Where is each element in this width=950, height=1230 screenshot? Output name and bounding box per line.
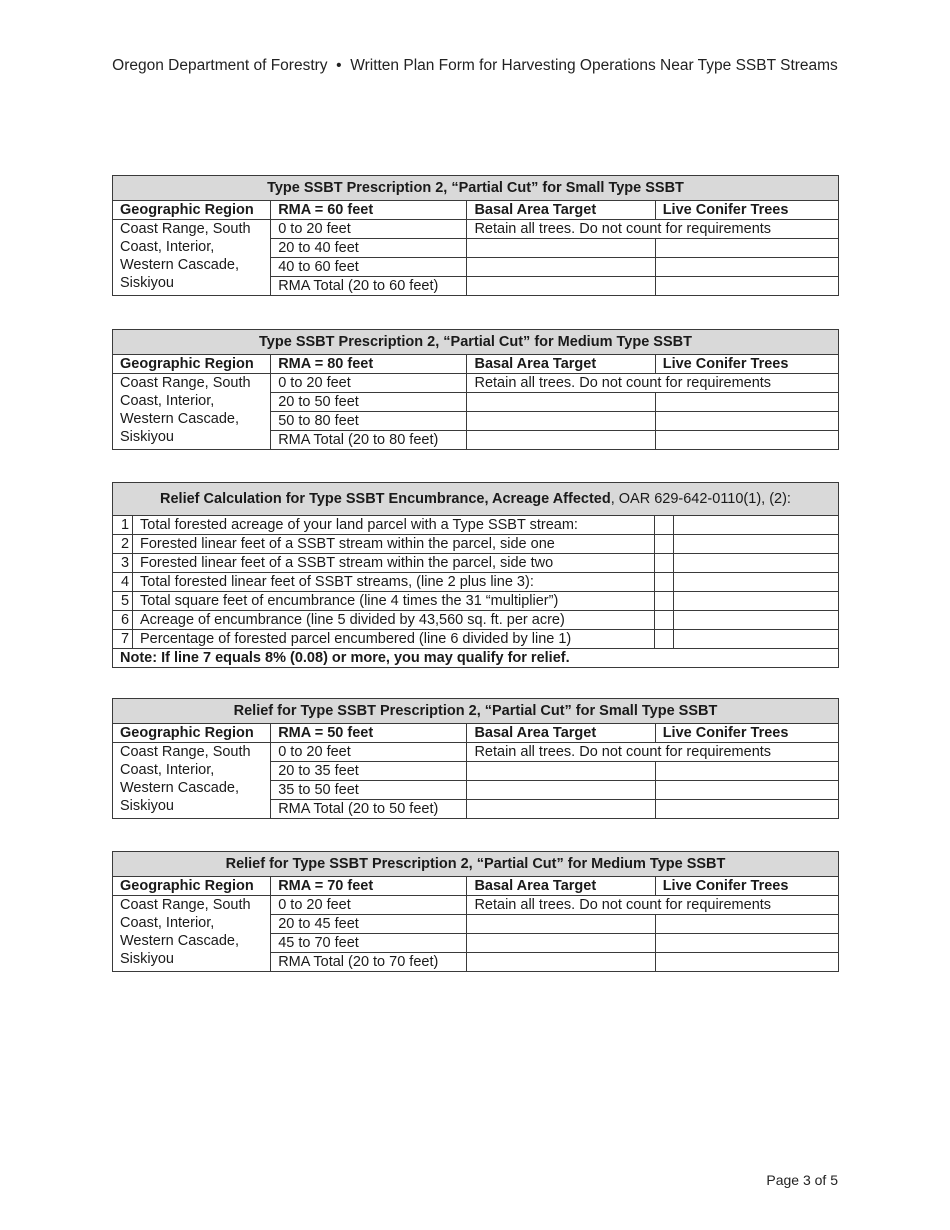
basal-area-input[interactable] bbox=[467, 239, 655, 258]
header-live-conifer-trees: Live Conifer Trees bbox=[655, 201, 838, 220]
line-description: Total square feet of encumbrance (line 4 times the 31 “multiplier”) bbox=[133, 592, 655, 611]
retain-note: Retain all trees. Do not count for requirements bbox=[467, 374, 839, 393]
page-header bbox=[0, 57, 950, 75]
retain-note: Retain all trees. Do not count for requirements bbox=[467, 220, 839, 239]
line-description: Percentage of forested parcel encumbered (line 6 divided by line 1) bbox=[133, 630, 655, 649]
header-rma: RMA = 60 feet bbox=[271, 201, 467, 220]
region-line: Western Cascade, bbox=[120, 257, 240, 273]
prescription-table-small bbox=[112, 175, 839, 296]
range-cell: 0 to 20 feet bbox=[271, 896, 467, 915]
header-geographic-region: Geographic Region bbox=[113, 201, 271, 220]
live-conifer-input[interactable] bbox=[655, 239, 838, 258]
live-conifer-input[interactable] bbox=[655, 934, 838, 953]
header-geographic-region: Geographic Region bbox=[113, 355, 271, 374]
basal-area-total-input[interactable] bbox=[467, 953, 655, 972]
header-rma: RMA = 70 feet bbox=[271, 877, 467, 896]
header-separator: • bbox=[336, 57, 342, 74]
line-value-input[interactable] bbox=[654, 592, 838, 611]
basal-area-input[interactable] bbox=[467, 781, 655, 800]
line-value-input[interactable] bbox=[654, 554, 838, 573]
region-line: Siskiyou bbox=[120, 951, 174, 967]
live-conifer-input[interactable] bbox=[655, 258, 838, 277]
range-cell: 20 to 50 feet bbox=[271, 393, 467, 412]
basal-area-input[interactable] bbox=[467, 915, 655, 934]
region-line: Coast Range, South bbox=[120, 221, 251, 237]
region-line: Western Cascade, bbox=[120, 933, 240, 949]
basal-area-input[interactable] bbox=[467, 393, 655, 412]
line-value-input[interactable] bbox=[654, 611, 838, 630]
region-cell bbox=[113, 374, 271, 450]
line-description: Total forested acreage of your land parcel with a Type SSBT stream: bbox=[133, 516, 655, 535]
agency-name: Oregon Department of Forestry bbox=[112, 57, 328, 74]
basal-area-input[interactable] bbox=[467, 762, 655, 781]
line-number: 5 bbox=[113, 592, 133, 611]
line-number: 3 bbox=[113, 554, 133, 573]
range-cell: 35 to 50 feet bbox=[271, 781, 467, 800]
region-line: Siskiyou bbox=[120, 275, 174, 291]
range-total-cell: RMA Total (20 to 80 feet) bbox=[271, 431, 467, 450]
line-number: 2 bbox=[113, 535, 133, 554]
header-basal-area-target: Basal Area Target bbox=[467, 355, 655, 374]
region-line: Siskiyou bbox=[120, 798, 174, 814]
live-conifer-input[interactable] bbox=[655, 781, 838, 800]
range-total-cell: RMA Total (20 to 50 feet) bbox=[271, 800, 467, 819]
line-number: 6 bbox=[113, 611, 133, 630]
range-cell: 20 to 35 feet bbox=[271, 762, 467, 781]
range-total-cell: RMA Total (20 to 60 feet) bbox=[271, 277, 467, 296]
relief-prescription-table-small bbox=[112, 698, 839, 819]
header-rma: RMA = 80 feet bbox=[271, 355, 467, 374]
form-title: Written Plan Form for Harvesting Operations Near Type SSBT Streams bbox=[350, 57, 838, 74]
region-line: Western Cascade, bbox=[120, 411, 240, 427]
range-cell: 50 to 80 feet bbox=[271, 412, 467, 431]
table-title: Relief for Type SSBT Prescription 2, “Partial Cut” for Small Type SSBT bbox=[113, 699, 839, 724]
relief-title-bold: Relief Calculation for Type SSBT Encumbrance, Acreage Affected bbox=[160, 491, 611, 507]
line-description: Acreage of encumbrance (line 5 divided by 43,560 sq. ft. per acre) bbox=[133, 611, 655, 630]
basal-area-total-input[interactable] bbox=[467, 800, 655, 819]
relief-title-citation: , OAR 629-642-0110(1), (2): bbox=[610, 491, 791, 507]
line-value-input[interactable] bbox=[654, 535, 838, 554]
relief-prescription-table-medium bbox=[112, 851, 839, 972]
relief-note: Note: If line 7 equals 8% (0.08) or more, you may qualify for relief. bbox=[113, 649, 839, 668]
line-number: 4 bbox=[113, 573, 133, 592]
basal-area-input[interactable] bbox=[467, 258, 655, 277]
region-line: Coast Range, South bbox=[120, 375, 251, 391]
basal-area-total-input[interactable] bbox=[467, 277, 655, 296]
region-line: Coast Range, South bbox=[120, 744, 251, 760]
retain-note: Retain all trees. Do not count for requirements bbox=[467, 896, 839, 915]
line-value-input[interactable] bbox=[654, 630, 838, 649]
header-basal-area-target: Basal Area Target bbox=[467, 724, 655, 743]
line-value-input[interactable] bbox=[654, 573, 838, 592]
header-geographic-region: Geographic Region bbox=[113, 724, 271, 743]
header-geographic-region: Geographic Region bbox=[113, 877, 271, 896]
range-cell: 0 to 20 feet bbox=[271, 743, 467, 762]
retain-note: Retain all trees. Do not count for requirements bbox=[467, 743, 839, 762]
table-title: Relief for Type SSBT Prescription 2, “Partial Cut” for Medium Type SSBT bbox=[113, 852, 839, 877]
range-cell: 20 to 45 feet bbox=[271, 915, 467, 934]
region-line: Siskiyou bbox=[120, 429, 174, 445]
header-live-conifer-trees: Live Conifer Trees bbox=[655, 877, 838, 896]
range-cell: 0 to 20 feet bbox=[271, 374, 467, 393]
range-cell: 40 to 60 feet bbox=[271, 258, 467, 277]
basal-area-input[interactable] bbox=[467, 934, 655, 953]
live-conifer-total-input[interactable] bbox=[655, 800, 838, 819]
region-cell bbox=[113, 220, 271, 296]
live-conifer-input[interactable] bbox=[655, 915, 838, 934]
relief-calculation-table bbox=[112, 482, 839, 668]
line-number: 7 bbox=[113, 630, 133, 649]
table-title bbox=[113, 483, 839, 516]
prescription-table-medium bbox=[112, 329, 839, 450]
table-title: Type SSBT Prescription 2, “Partial Cut” for Small Type SSBT bbox=[113, 176, 839, 201]
live-conifer-input[interactable] bbox=[655, 393, 838, 412]
header-rma: RMA = 50 feet bbox=[271, 724, 467, 743]
live-conifer-input[interactable] bbox=[655, 762, 838, 781]
range-cell: 45 to 70 feet bbox=[271, 934, 467, 953]
page-number: Page 3 of 5 bbox=[766, 1172, 838, 1188]
region-line: Coast, Interior, bbox=[120, 239, 215, 255]
range-total-cell: RMA Total (20 to 70 feet) bbox=[271, 953, 467, 972]
basal-area-total-input[interactable] bbox=[467, 431, 655, 450]
line-number: 1 bbox=[113, 516, 133, 535]
region-cell bbox=[113, 896, 271, 972]
header-live-conifer-trees: Live Conifer Trees bbox=[655, 724, 838, 743]
live-conifer-total-input[interactable] bbox=[655, 431, 838, 450]
region-line: Coast, Interior, bbox=[120, 915, 215, 931]
range-cell: 20 to 40 feet bbox=[271, 239, 467, 258]
region-cell bbox=[113, 743, 271, 819]
region-line: Western Cascade, bbox=[120, 780, 240, 796]
header-live-conifer-trees: Live Conifer Trees bbox=[655, 355, 838, 374]
range-cell: 0 to 20 feet bbox=[271, 220, 467, 239]
line-description: Forested linear feet of a SSBT stream within the parcel, side two bbox=[133, 554, 655, 573]
live-conifer-total-input[interactable] bbox=[655, 277, 838, 296]
region-line: Coast, Interior, bbox=[120, 393, 215, 409]
region-line: Coast, Interior, bbox=[120, 762, 215, 778]
live-conifer-total-input[interactable] bbox=[655, 953, 838, 972]
header-basal-area-target: Basal Area Target bbox=[467, 877, 655, 896]
line-description: Forested linear feet of a SSBT stream within the parcel, side one bbox=[133, 535, 655, 554]
line-description: Total forested linear feet of SSBT streams, (line 2 plus line 3): bbox=[133, 573, 655, 592]
region-line: Coast Range, South bbox=[120, 897, 251, 913]
line-value-input[interactable] bbox=[654, 516, 838, 535]
header-basal-area-target: Basal Area Target bbox=[467, 201, 655, 220]
table-title: Type SSBT Prescription 2, “Partial Cut” for Medium Type SSBT bbox=[113, 330, 839, 355]
basal-area-input[interactable] bbox=[467, 412, 655, 431]
live-conifer-input[interactable] bbox=[655, 412, 838, 431]
